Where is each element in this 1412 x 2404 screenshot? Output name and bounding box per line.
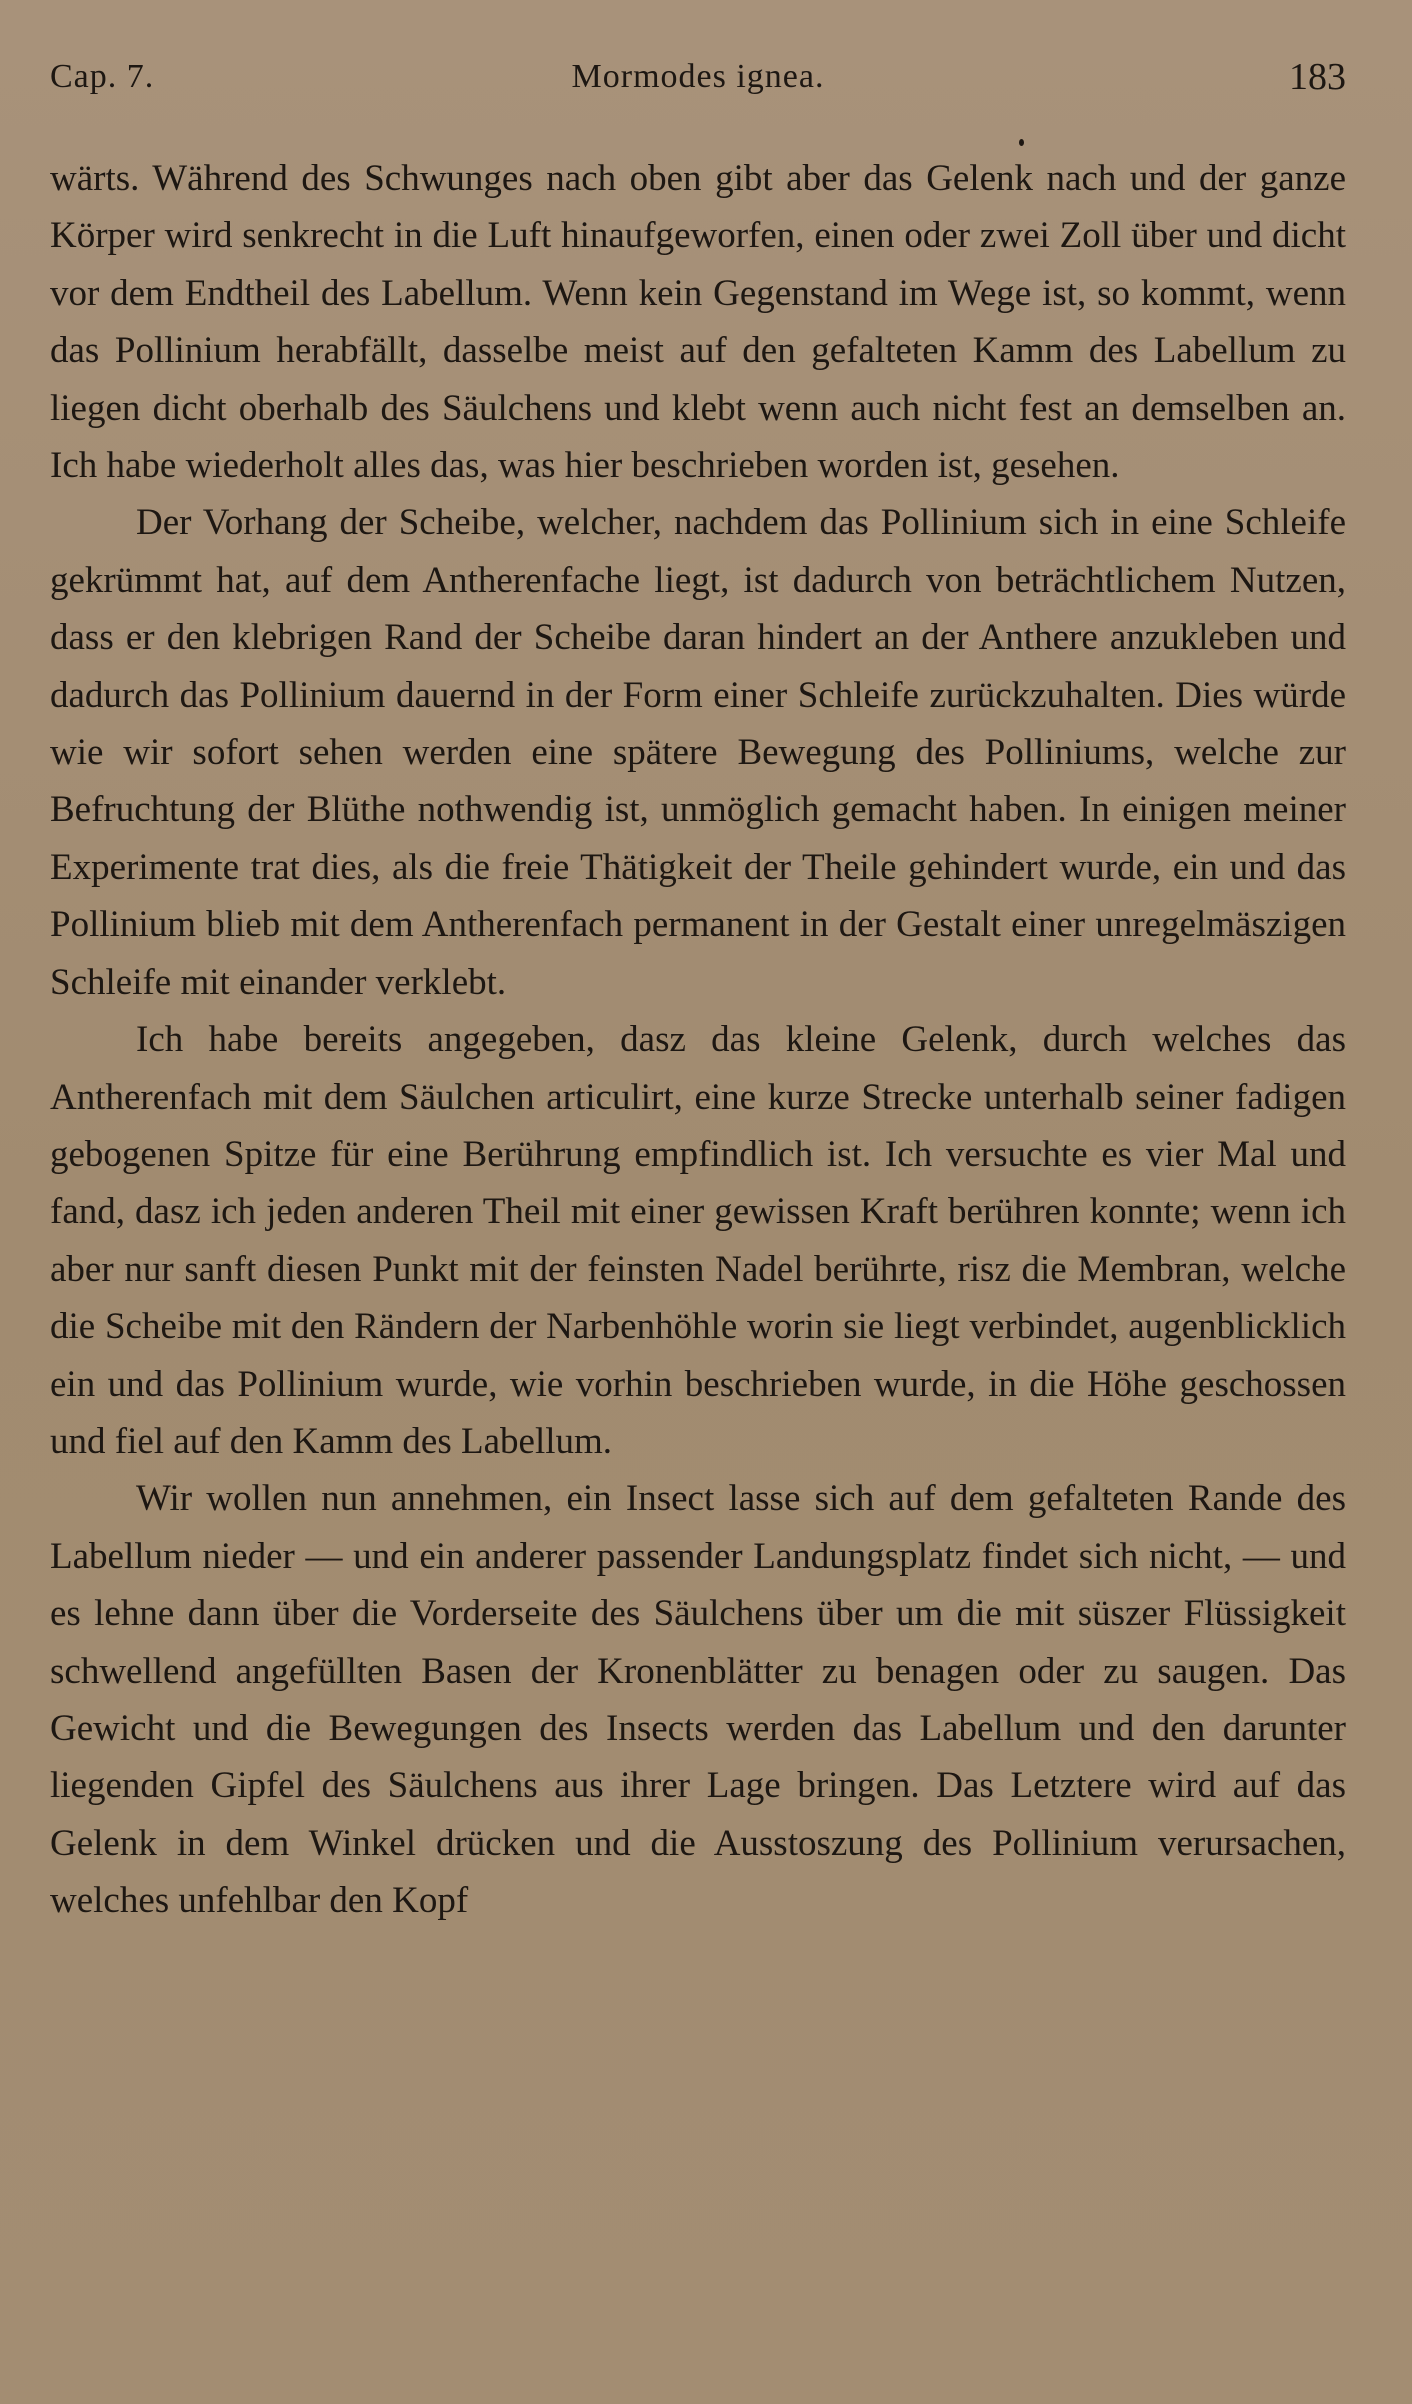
ink-speck [1019,139,1024,146]
paragraph: Ich habe bereits angegeben, dasz das kleine Gelenk, durch welches das Antherenfach mit dem Säulchen articulirt, eine kurze Strecke unterhalb seiner fadigen gebogenen Spitze für eine Berührung empfindlich ist. Ich versuchte es vier Mal und fand, dasz ich jeden anderen Theil mit einer gewissen Kraft berühren konnte; wenn ich aber nur sanft diesen Punkt mit der feinsten Nadel berührte, risz die Membran, welche die Scheibe mit den Rändern der Narbenhöhle worin sie liegt verbindet, augenblicklich ein und das Pollinium wurde, wie vorhin beschrieben wurde, in die Höhe geschossen und fiel auf den Kamm des Labellum. [50,1019,1346,1462]
paragraph: Wir wollen nun annehmen, ein Insect lasse sich auf dem gefalteten Rande des Labellum nieder — und ein anderer passender Landungsplatz findet sich nicht, — und es lehne dann über die Vorderseite des Säulchens über um die mit süszer Flüssigkeit schwellend angefüllten Basen der Kronenblätter zu benagen oder zu saugen. Das Gewicht und die Bewegungen des Insects werden das Labellum und den darunter liegenden Gipfel des Säulchens aus ihrer Lage bringen. Das Letztere wird auf das Gelenk in dem Winkel drücken und die Ausstoszung des Pollinium verursachen, welches unfehlbar den Kopf [50,1478,1346,1922]
running-title: Mormodes ignea. [571,58,825,95]
chapter-label: Cap. 7. [50,58,155,95]
paragraph: wärts. Während des Schwunges nach oben gibt aber das Gelenk nach und der ganze Körper wird senkrecht in die Luft hinaufgeworfen, einen oder zwei Zoll über und dicht vor dem Endtheil des Labellum. Wenn kein Gegenstand im Wege ist, so kommt, wenn das Pollinium herabfällt, dasselbe meist auf den gefalteten Kamm des Labellum zu liegen dicht oberhalb des Säulchens und klebt wenn auch nicht fest an demselben an. Ich habe wiederholt alles das, was hier beschrieben worden ist, gesehen. [50,158,1346,487]
body-text [50,150,1346,1930]
paragraph: Der Vorhang der Scheibe, welcher, nachdem das Pollinium sich in eine Schleife gekrümmt hat, auf dem Antherenfache liegt, ist dadurch von beträchtlichem Nutzen, dass er den klebrigen Rand der Scheibe daran hindert an der Anthere anzukleben und dadurch das Pollinium dauernd in der Form einer Schleife zurückzuhalten. Dies würde wie wir sofort sehen werden eine spätere Bewegung des Polliniums, welche zur Befruchtung der Blüthe nothwendig ist, unmöglich gemacht haben. In einigen meiner Experimente trat dies, als die freie Thätigkeit der Theile gehindert wurde, ein und das Pollinium blieb mit dem Antherenfach permanent in der Gestalt einer unregelmäszigen Schleife mit einander verklebt. [50,502,1346,1003]
running-header [50,52,1346,102]
page-number: 183 [1289,56,1346,98]
